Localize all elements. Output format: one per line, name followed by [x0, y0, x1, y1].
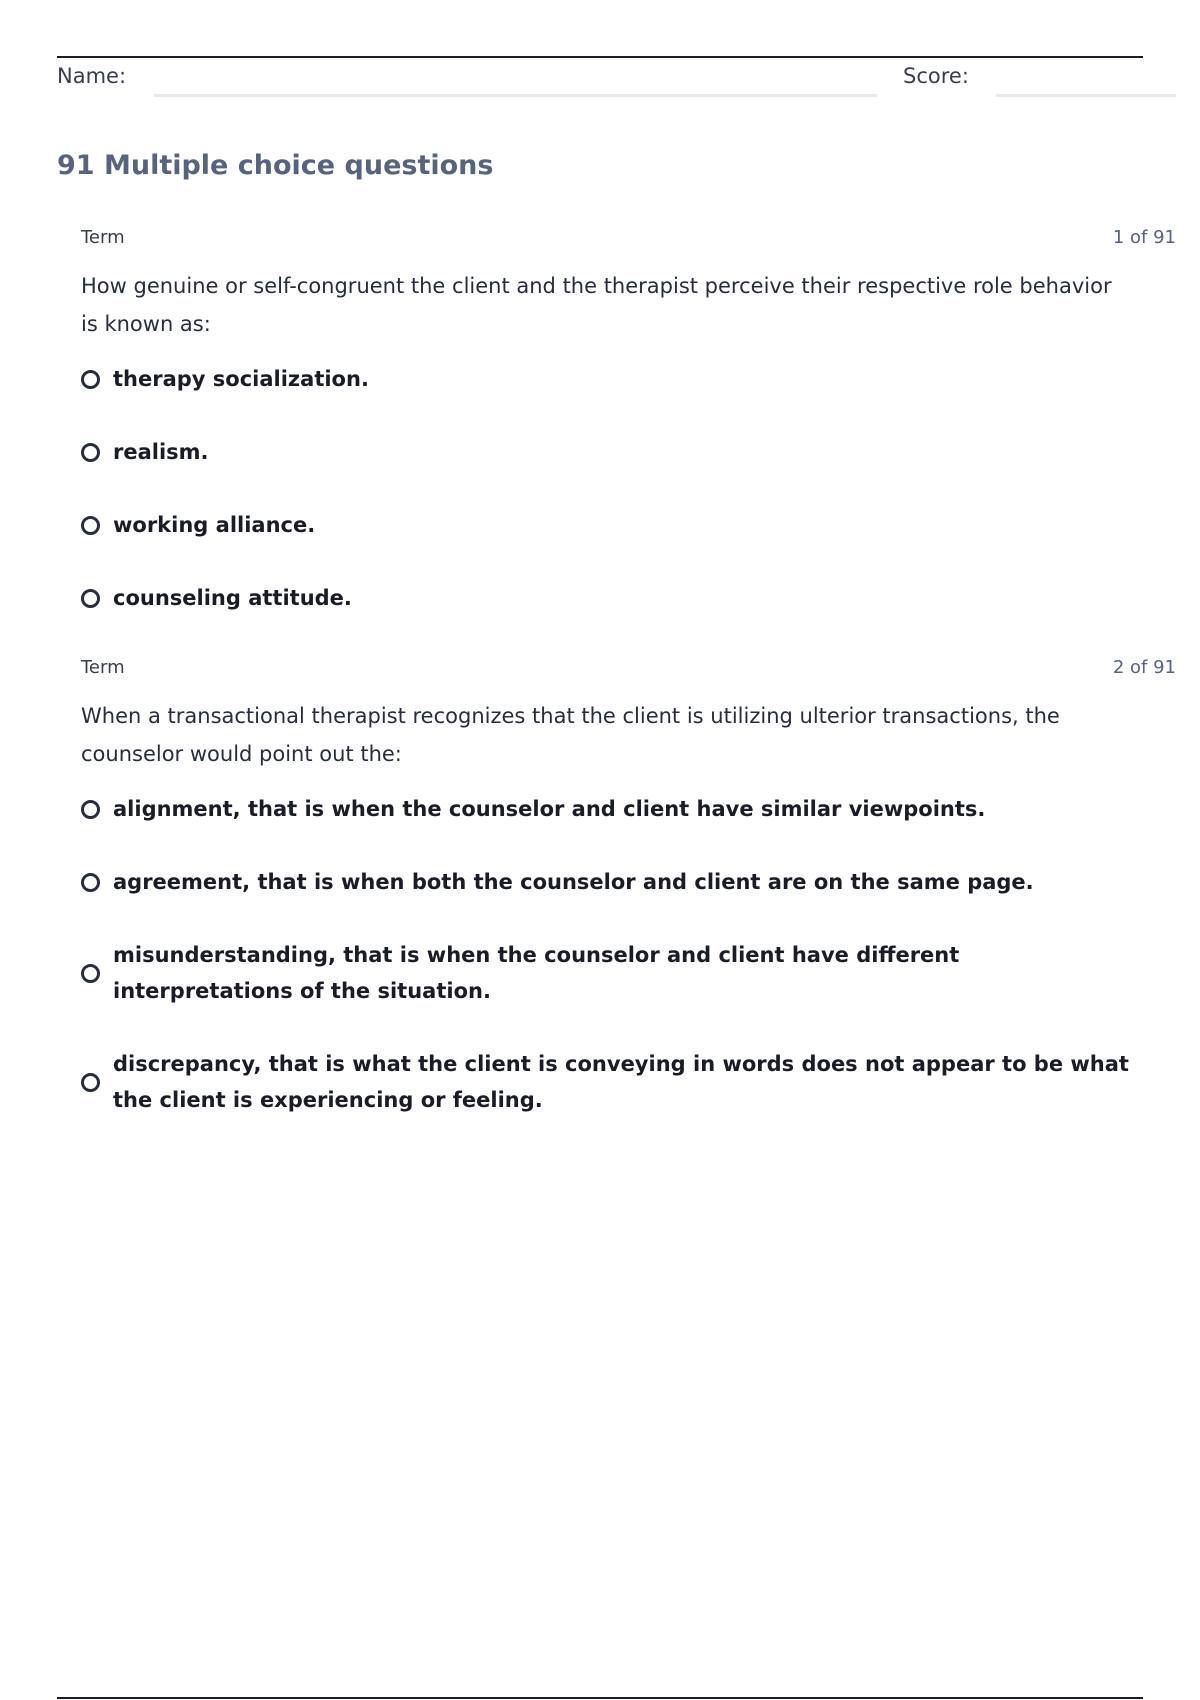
answer-option-label: working alliance.: [113, 513, 316, 537]
answer-options: [81, 361, 1176, 616]
name-field[interactable]: [154, 94, 877, 97]
answer-option-label: misunderstanding, that is when the counselor and client have different interpretations of the situation.: [113, 943, 960, 1003]
section-title: 91 Multiple choice questions: [57, 150, 494, 181]
answer-option[interactable]: [81, 361, 1176, 397]
answer-option[interactable]: [81, 580, 1176, 616]
question-card: [81, 227, 1176, 653]
answer-option[interactable]: [81, 791, 1176, 827]
header-row: [57, 64, 1177, 100]
radio-button[interactable]: [81, 1073, 100, 1092]
question-counter: 2 of 91: [1112, 657, 1176, 678]
radio-button[interactable]: [81, 873, 100, 892]
answer-option[interactable]: [81, 507, 1176, 543]
answer-options: [81, 791, 1176, 1118]
answer-option-label: agreement, that is when both the counselor and client are on the same page.: [113, 870, 1034, 894]
answer-option[interactable]: [81, 864, 1176, 900]
answer-option[interactable]: [81, 434, 1176, 470]
top-divider: [57, 56, 1143, 58]
term-label: Term: [81, 657, 125, 678]
answer-option-label: therapy socialization.: [113, 367, 369, 391]
question-prompt: When a transactional therapist recognizes that the client is utilizing ulterior transactions, the counselor would point out the:: [81, 704, 1060, 766]
radio-button[interactable]: [81, 800, 100, 819]
score-field[interactable]: [996, 94, 1176, 97]
question-card: [81, 657, 1176, 1155]
score-label: Score:: [903, 64, 969, 88]
radio-button[interactable]: [81, 964, 100, 983]
question-header: [81, 657, 1176, 683]
radio-button[interactable]: [81, 589, 100, 608]
radio-button[interactable]: [81, 516, 100, 535]
name-label: Name:: [57, 64, 127, 88]
radio-button[interactable]: [81, 370, 100, 389]
answer-option[interactable]: [81, 1046, 1176, 1118]
answer-option-label: counseling attitude.: [113, 586, 352, 610]
question-header: [81, 227, 1176, 253]
answer-option[interactable]: [81, 937, 1176, 1009]
answer-option-label: discrepancy, that is what the client is conveying in words does not appear to be what the client is experiencing or feeling.: [113, 1052, 1129, 1112]
term-label: Term: [81, 227, 125, 248]
question-counter: 1 of 91: [1112, 227, 1176, 248]
answer-option-label: alignment, that is when the counselor and client have similar viewpoints.: [113, 797, 986, 821]
answer-option-label: realism.: [113, 440, 209, 464]
bottom-divider: [57, 1697, 1143, 1699]
radio-button[interactable]: [81, 443, 100, 462]
question-prompt: How genuine or self-congruent the client and the therapist perceive their respective role behavior is known as:: [81, 274, 1112, 336]
